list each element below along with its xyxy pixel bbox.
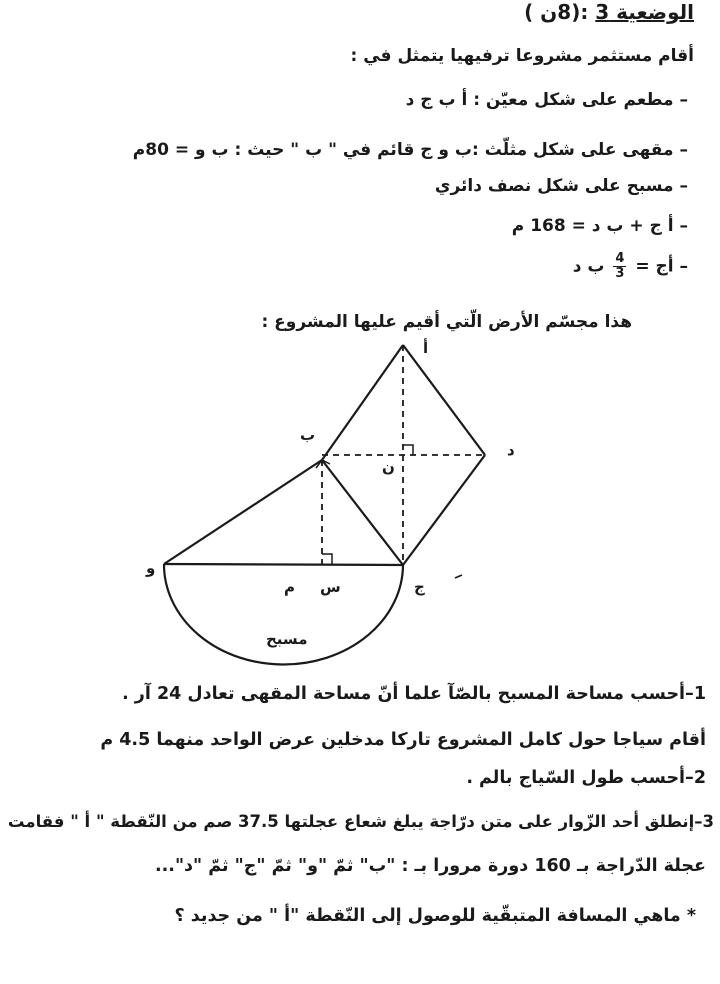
label-j: ج (414, 578, 425, 596)
ratio-numerator: 4 (615, 251, 625, 266)
title-points: :(8ن ) (524, 0, 589, 24)
right-angle-s (322, 554, 332, 564)
label-pool: مسبح (266, 630, 308, 648)
label-a: أ (423, 339, 429, 357)
question-3: 3–إنطلق أحد الزّوار على متن درّاجة يبلغ شعاع عجلتها 37.5 صم من النّقطة " أ " فقامت (7, 812, 714, 831)
segment-a-d (403, 345, 485, 455)
label-d: د (507, 441, 515, 459)
segment-a-b (322, 345, 403, 460)
label-n: ن (382, 458, 395, 476)
item-pool: – مسبح على شكل نصف دائري (434, 176, 688, 196)
label-m: م (284, 578, 295, 596)
label-s: س (320, 578, 341, 596)
small-dash (455, 575, 462, 578)
figure-caption: هذا مجسّم الأرض الّتي أقيم عليها المشروع : (261, 312, 632, 332)
item-cafe: – مقهى على شكل مثلّث :ب و ج قائم في " ب " حيث : ب و = 80م (132, 140, 688, 160)
segment-b-w (164, 460, 322, 564)
title-text: الوضعية 3 (595, 0, 694, 24)
label-b: ب (300, 426, 316, 444)
label-w: و (146, 559, 156, 577)
segment-w-j (164, 564, 403, 565)
item-sum: – أ ج + ب د = 168 م (511, 216, 688, 236)
ratio-prefix: – أج = (635, 256, 688, 277)
question-3-ask: * ماهي المسافة المتبقّية للوصول إلى النّقطة "أ " من جديد ؟ (174, 906, 696, 926)
question-3-cont: عجلة الدّراجة بـ 160 دورة مرورا بـ : "ب" ثمّ "و" ثمّ "ج" ثمّ "د"... (155, 856, 706, 876)
item-restaurant: – مطعم على شكل معيّن : أ ب ج د (405, 90, 688, 110)
right-angle-n (403, 445, 413, 455)
segment-d-j (403, 455, 485, 565)
question-fence-intro: أقام سياجا حول كامل المشروع تاركا مدخلين عرض الواحد منهما 4.5 م (100, 730, 706, 750)
ratio-denominator: 3 (615, 266, 625, 281)
question-2: 2–أحسب طول السّياج بالم . (466, 768, 706, 788)
intro-text: أقام مستثمر مشروعا ترفيهيا يتمثل في : (350, 46, 694, 66)
ratio-suffix: ب د (572, 256, 605, 277)
question-1: 1–أحسب مساحة المسبح بالصّآ علما أنّ مساحة المقهى تعادل 24 آر . (122, 684, 706, 704)
